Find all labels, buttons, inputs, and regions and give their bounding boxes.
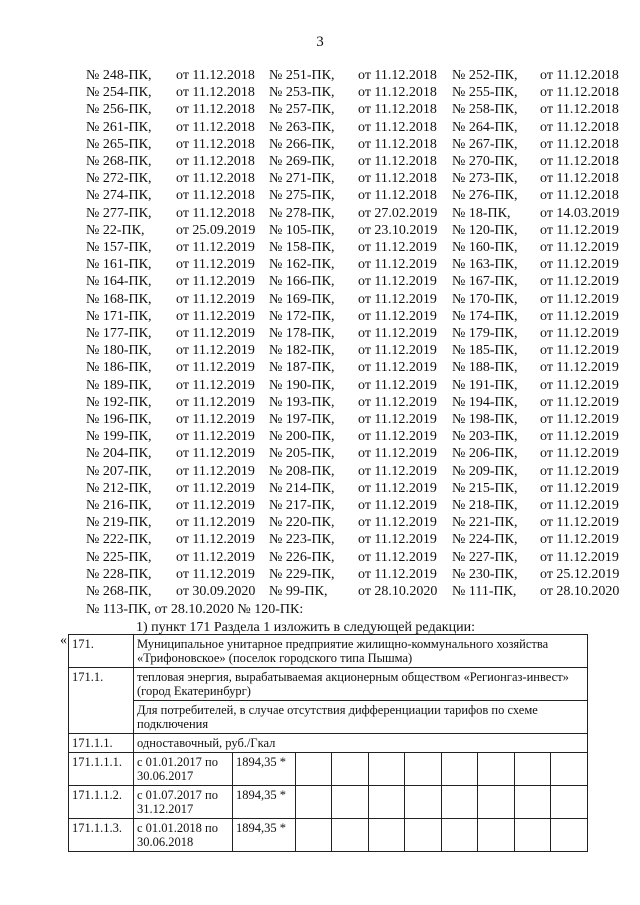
empty-cell bbox=[368, 786, 404, 819]
resolution-number: № 221-ПК, bbox=[452, 515, 518, 531]
resolution-date: от 11.12.2019 bbox=[176, 274, 255, 290]
resolution-number: № 193-ПК, bbox=[269, 394, 335, 410]
period-cell: с 01.01.2018 по 30.06.2018 bbox=[134, 819, 233, 852]
resolution-date: от 11.12.2019 bbox=[358, 429, 437, 445]
resolution-number: № 186-ПК, bbox=[86, 360, 152, 376]
resolution-number: № 187-ПК, bbox=[269, 360, 335, 376]
table-row bbox=[69, 819, 588, 852]
resolution-date: от 11.12.2019 bbox=[358, 257, 437, 273]
resolution-date: от 11.12.2019 bbox=[176, 532, 255, 548]
list-row bbox=[86, 463, 626, 480]
resolution-date: от 11.12.2019 bbox=[540, 532, 619, 548]
empty-cell bbox=[332, 819, 368, 852]
resolution-number: № 268-ПК, bbox=[86, 584, 152, 599]
resolution-number: № 205-ПК, bbox=[269, 446, 335, 462]
resolution-date: от 11.12.2019 bbox=[176, 257, 255, 273]
resolution-date: от 11.12.2019 bbox=[540, 515, 619, 531]
resolution-number: № 179-ПК, bbox=[452, 326, 518, 341]
resolution-date: от 11.12.2019 bbox=[540, 429, 619, 445]
resolution-date: от 27.02.2019 bbox=[358, 205, 438, 221]
resolution-date: от 11.12.2019 bbox=[358, 498, 437, 513]
list-row bbox=[86, 359, 626, 376]
resolution-date: от 11.12.2018 bbox=[358, 68, 437, 83]
resolution-date: от 11.12.2019 bbox=[358, 394, 437, 410]
organization-name: Муниципальное унитарное предприятие жилищно-коммунального хозяйства «Трифоновское» (поселок городского типа Пышма) bbox=[134, 635, 588, 668]
resolution-number: № 171-ПК, bbox=[86, 308, 152, 324]
empty-cell bbox=[296, 753, 332, 786]
resolution-date: от 11.12.2019 bbox=[176, 240, 255, 255]
resolution-number: № 274-ПК, bbox=[86, 188, 152, 204]
resolution-date: от 11.12.2019 bbox=[540, 326, 619, 341]
resolution-date: от 11.12.2019 bbox=[358, 308, 437, 324]
empty-cell bbox=[441, 819, 477, 852]
resolution-date: от 11.12.2019 bbox=[358, 360, 437, 376]
resolution-date: от 11.12.2019 bbox=[176, 394, 255, 410]
resolution-date: от 11.12.2019 bbox=[540, 240, 619, 255]
row-code: 171.1.1. bbox=[69, 734, 134, 753]
resolution-number: № 256-ПК, bbox=[86, 102, 152, 118]
list-row bbox=[86, 222, 626, 239]
resolution-date: от 11.12.2019 bbox=[358, 566, 437, 582]
resolution-date: от 25.09.2019 bbox=[176, 222, 256, 238]
resolution-number: № 255-ПК, bbox=[452, 85, 518, 101]
resolution-number: № 197-ПК, bbox=[269, 412, 335, 427]
resolution-date: от 11.12.2018 bbox=[358, 119, 437, 135]
resolution-date: от 11.12.2019 bbox=[358, 326, 437, 341]
resolution-number: № 263-ПК, bbox=[269, 119, 335, 135]
resolution-number: № 223-ПК, bbox=[269, 532, 335, 548]
empty-cell bbox=[368, 753, 404, 786]
empty-cell bbox=[478, 819, 514, 852]
resolution-number: № 189-ПК, bbox=[86, 377, 152, 393]
resolution-date: от 14.03.2019 bbox=[540, 205, 620, 221]
empty-cell bbox=[405, 753, 441, 786]
resolution-date: от 11.12.2019 bbox=[176, 308, 255, 324]
list-row bbox=[86, 187, 626, 204]
resolution-number: № 270-ПК, bbox=[452, 154, 518, 169]
resolution-number: № 172-ПК, bbox=[269, 308, 335, 324]
resolution-number: № 162-ПК, bbox=[269, 257, 335, 273]
resolution-date: от 11.12.2019 bbox=[358, 532, 437, 548]
resolution-number: № 278-ПК, bbox=[269, 205, 335, 221]
resolution-number: № 161-ПК, bbox=[86, 257, 152, 273]
resolution-number: № 198-ПК, bbox=[452, 412, 518, 427]
opening-quote: « bbox=[60, 633, 67, 648]
resolution-number: № 264-ПК, bbox=[452, 119, 518, 135]
resolution-number: № 190-ПК, bbox=[269, 377, 335, 393]
resolution-date: от 11.12.2019 bbox=[358, 377, 437, 393]
table-row bbox=[69, 786, 588, 819]
resolution-date: от 11.12.2019 bbox=[176, 480, 255, 496]
tariff-value: 1894,35 * bbox=[233, 753, 296, 786]
resolution-number: № 163-ПК, bbox=[452, 257, 518, 273]
empty-cell bbox=[478, 753, 514, 786]
resolution-date: от 11.12.2018 bbox=[540, 102, 619, 118]
row-code: 171.1.1.1. bbox=[69, 753, 134, 786]
row-code: 171.1. bbox=[69, 668, 134, 734]
list-row bbox=[86, 325, 626, 342]
resolution-date: от 11.12.2019 bbox=[358, 274, 437, 290]
resolution-number: № 257-ПК, bbox=[269, 102, 335, 118]
resolution-number: № 207-ПК, bbox=[86, 463, 152, 479]
empty-cell bbox=[296, 819, 332, 852]
resolution-date: от 11.12.2018 bbox=[358, 154, 437, 169]
resolution-number: № 178-ПК, bbox=[269, 326, 335, 341]
resolution-number: № 111-ПК, bbox=[452, 584, 517, 599]
resolution-number: № 261-ПК, bbox=[86, 119, 152, 135]
resolution-number: № 271-ПК, bbox=[269, 171, 335, 187]
resolution-date: от 11.12.2019 bbox=[540, 446, 619, 462]
list-row bbox=[86, 273, 626, 290]
resolution-date: от 11.12.2019 bbox=[540, 308, 619, 324]
resolution-date: от 11.12.2019 bbox=[176, 463, 255, 479]
table-row bbox=[69, 753, 588, 786]
empty-cell bbox=[296, 786, 332, 819]
empty-cell bbox=[514, 786, 550, 819]
resolution-date: от 11.12.2018 bbox=[540, 188, 619, 204]
list-row bbox=[86, 549, 626, 566]
resolution-number: № 214-ПК, bbox=[269, 480, 335, 496]
resolution-date: от 11.12.2019 bbox=[358, 343, 437, 359]
resolution-date: от 11.12.2018 bbox=[176, 102, 255, 118]
list-row bbox=[86, 308, 626, 325]
resolution-date: от 11.12.2018 bbox=[540, 136, 619, 152]
resolution-date: от 11.12.2018 bbox=[358, 171, 437, 187]
resolution-number: № 188-ПК, bbox=[452, 360, 518, 376]
resolution-date: от 11.12.2018 bbox=[358, 85, 437, 101]
resolution-number: № 200-ПК, bbox=[269, 429, 335, 445]
resolution-number: № 218-ПК, bbox=[452, 498, 518, 513]
resolution-number: № 272-ПК, bbox=[86, 171, 152, 187]
resolution-number: № 192-ПК, bbox=[86, 394, 152, 410]
page-number: 3 bbox=[316, 34, 324, 50]
list-row bbox=[86, 514, 626, 531]
resolution-number: № 212-ПК, bbox=[86, 480, 152, 496]
resolution-date: от 11.12.2018 bbox=[540, 68, 619, 83]
resolution-date: от 11.12.2019 bbox=[358, 463, 437, 479]
resolution-number: № 266-ПК, bbox=[269, 136, 335, 152]
resolution-number: № 166-ПК, bbox=[269, 274, 335, 290]
resolution-date: от 11.12.2019 bbox=[358, 291, 437, 307]
resolution-number: № 265-ПК, bbox=[86, 136, 152, 152]
list-row bbox=[86, 170, 626, 187]
resolution-number: № 167-ПК, bbox=[452, 274, 518, 290]
empty-cell bbox=[514, 819, 550, 852]
resolution-date: от 11.12.2018 bbox=[176, 85, 255, 101]
list-row bbox=[86, 239, 626, 256]
empty-cell bbox=[551, 819, 588, 852]
table-row bbox=[69, 701, 588, 734]
resolution-date: от 11.12.2019 bbox=[176, 360, 255, 376]
list-row bbox=[86, 531, 626, 548]
resolution-date: от 25.12.2019 bbox=[540, 566, 620, 582]
resolution-number: № 251-ПК, bbox=[269, 68, 335, 83]
resolution-date: от 11.12.2019 bbox=[540, 343, 619, 359]
resolution-date: от 11.12.2019 bbox=[176, 412, 255, 427]
resolution-date: от 11.12.2019 bbox=[176, 429, 255, 445]
resolution-date: от 11.12.2019 bbox=[540, 463, 619, 479]
resolution-number: № 177-ПК, bbox=[86, 326, 152, 341]
resolution-date: от 11.12.2018 bbox=[358, 136, 437, 152]
tariff-value: 1894,35 * bbox=[233, 819, 296, 852]
empty-cell bbox=[332, 786, 368, 819]
resolution-number: № 226-ПК, bbox=[269, 549, 335, 565]
resolution-number: № 248-ПК, bbox=[86, 68, 152, 83]
resolution-number: № 158-ПК, bbox=[269, 240, 335, 255]
resolution-date: от 11.12.2018 bbox=[176, 119, 255, 135]
resolution-number: № 204-ПК, bbox=[86, 446, 152, 462]
list-closing-line: № 113-ПК, от 28.10.2020 № 120-ПК: bbox=[86, 602, 304, 617]
resolution-number: № 180-ПК, bbox=[86, 343, 152, 359]
resolution-number: № 229-ПК, bbox=[269, 566, 335, 582]
empty-cell bbox=[478, 786, 514, 819]
resolution-date: от 11.12.2018 bbox=[358, 102, 437, 118]
resolution-number: № 160-ПК, bbox=[452, 240, 518, 255]
resolution-number: № 222-ПК, bbox=[86, 532, 152, 548]
resolution-date: от 28.10.2020 bbox=[540, 584, 620, 599]
resolution-date: от 11.12.2018 bbox=[176, 136, 255, 152]
tariff-value: 1894,35 * bbox=[233, 786, 296, 819]
resolution-number: № 254-ПК, bbox=[86, 85, 152, 101]
list-row bbox=[86, 84, 626, 101]
resolution-date: от 11.12.2018 bbox=[176, 171, 255, 187]
resolution-date: от 11.12.2018 bbox=[540, 154, 619, 169]
resolution-date: от 11.12.2019 bbox=[358, 515, 437, 531]
resolution-date: от 11.12.2019 bbox=[358, 240, 437, 255]
list-row bbox=[86, 583, 626, 600]
resolution-number: № 191-ПК, bbox=[452, 377, 518, 393]
resolution-date: от 28.10.2020 bbox=[358, 584, 438, 599]
resolution-date: от 11.12.2018 bbox=[176, 188, 255, 204]
resolution-number: № 253-ПК, bbox=[269, 85, 335, 101]
resolution-number: № 219-ПК, bbox=[86, 515, 152, 531]
list-row bbox=[86, 566, 626, 583]
list-row bbox=[86, 67, 626, 84]
tariff-table bbox=[68, 634, 588, 852]
row-code: 171.1.1.3. bbox=[69, 819, 134, 852]
resolution-number: № 168-ПК, bbox=[86, 291, 152, 307]
resolution-date: от 11.12.2019 bbox=[176, 446, 255, 462]
resolution-date: от 11.12.2019 bbox=[540, 274, 619, 290]
resolution-number: № 252-ПК, bbox=[452, 68, 518, 83]
resolution-date: от 11.12.2019 bbox=[540, 498, 619, 513]
resolution-number: № 220-ПК, bbox=[269, 515, 335, 531]
empty-cell bbox=[551, 786, 588, 819]
empty-cell bbox=[441, 753, 477, 786]
resolution-date: от 11.12.2019 bbox=[176, 343, 255, 359]
resolution-date: от 11.12.2018 bbox=[540, 119, 619, 135]
resolution-number: № 216-ПК, bbox=[86, 498, 152, 513]
list-row bbox=[86, 101, 626, 118]
resolution-number: № 105-ПК, bbox=[269, 222, 335, 238]
resolution-number: № 215-ПК, bbox=[452, 480, 518, 496]
table-row bbox=[69, 734, 588, 753]
resolution-number: № 228-ПК, bbox=[86, 566, 152, 582]
resolution-number: № 227-ПК, bbox=[452, 549, 518, 565]
tariff-type: одноставочный, руб./Гкал bbox=[134, 734, 588, 753]
empty-cell bbox=[405, 819, 441, 852]
list-row bbox=[86, 153, 626, 170]
list-row bbox=[86, 497, 626, 514]
resolution-number: № 182-ПК, bbox=[269, 343, 335, 359]
resolution-number: № 194-ПК, bbox=[452, 394, 518, 410]
resolution-date: от 11.12.2019 bbox=[540, 360, 619, 376]
resolution-date: от 11.12.2019 bbox=[540, 222, 619, 238]
resolution-number: № 99-ПК, bbox=[269, 584, 328, 599]
resolution-date: от 11.12.2018 bbox=[176, 205, 255, 221]
list-row bbox=[86, 342, 626, 359]
amendment-instruction: 1) пункт 171 Раздела 1 изложить в следующей редакции: bbox=[136, 620, 475, 635]
table-row bbox=[69, 668, 588, 701]
empty-cell bbox=[405, 786, 441, 819]
resolution-date: от 11.12.2019 bbox=[358, 480, 437, 496]
resolution-number: № 225-ПК, bbox=[86, 549, 152, 565]
empty-cell bbox=[514, 753, 550, 786]
resolution-number: № 276-ПК, bbox=[452, 188, 518, 204]
consumer-category: Для потребителей, в случае отсутствия дифференциации тарифов по схеме подключения bbox=[134, 701, 588, 734]
resolution-number: № 230-ПК, bbox=[452, 566, 518, 582]
resolution-date: от 11.12.2019 bbox=[540, 257, 619, 273]
resolution-number: № 206-ПК, bbox=[452, 446, 518, 462]
empty-cell bbox=[551, 753, 588, 786]
resolution-date: от 11.12.2019 bbox=[540, 377, 619, 393]
service-description: тепловая энергия, вырабатываемая акционерным обществом «Регионгаз-инвест» (город Екатеринбург) bbox=[134, 668, 588, 701]
list-row bbox=[86, 256, 626, 273]
resolution-number: № 196-ПК, bbox=[86, 412, 152, 427]
list-row bbox=[86, 291, 626, 308]
empty-cell bbox=[441, 786, 477, 819]
resolution-date: от 11.12.2019 bbox=[540, 549, 619, 565]
row-code: 171.1.1.2. bbox=[69, 786, 134, 819]
resolution-date: от 11.12.2018 bbox=[176, 68, 255, 83]
resolution-date: от 11.12.2019 bbox=[358, 446, 437, 462]
resolution-number: № 164-ПК, bbox=[86, 274, 152, 290]
resolution-number: № 120-ПК, bbox=[452, 222, 518, 238]
resolution-number: № 22-ПК, bbox=[86, 222, 145, 238]
resolution-number: № 169-ПК, bbox=[269, 291, 335, 307]
resolution-number: № 269-ПК, bbox=[269, 154, 335, 169]
resolution-date: от 11.12.2019 bbox=[176, 515, 255, 531]
resolution-number: № 199-ПК, bbox=[86, 429, 152, 445]
list-row bbox=[86, 136, 626, 153]
resolution-number: № 267-ПК, bbox=[452, 136, 518, 152]
resolution-number: № 157-ПК, bbox=[86, 240, 152, 255]
resolution-number: № 203-ПК, bbox=[452, 429, 518, 445]
resolution-number: № 224-ПК, bbox=[452, 532, 518, 548]
resolution-number: № 185-ПК, bbox=[452, 343, 518, 359]
resolution-number: № 258-ПК, bbox=[452, 102, 518, 118]
resolution-date: от 11.12.2019 bbox=[176, 377, 255, 393]
list-row bbox=[86, 205, 626, 222]
resolution-date: от 11.12.2019 bbox=[358, 549, 437, 565]
resolution-date: от 11.12.2019 bbox=[540, 394, 619, 410]
period-cell: с 01.07.2017 по 31.12.2017 bbox=[134, 786, 233, 819]
resolution-date: от 11.12.2018 bbox=[540, 171, 619, 187]
list-row bbox=[86, 119, 626, 136]
period-cell: с 01.01.2017 по 30.06.2017 bbox=[134, 753, 233, 786]
resolution-number: № 275-ПК, bbox=[269, 188, 335, 204]
empty-cell bbox=[332, 753, 368, 786]
resolution-number: № 268-ПК, bbox=[86, 154, 152, 169]
resolution-date: от 11.12.2019 bbox=[540, 412, 619, 427]
row-code: 171. bbox=[69, 635, 134, 668]
list-row bbox=[86, 377, 626, 394]
resolution-number: № 209-ПК, bbox=[452, 463, 518, 479]
resolution-number: № 18-ПК, bbox=[452, 205, 511, 221]
resolution-number: № 174-ПК, bbox=[452, 308, 518, 324]
resolution-date: от 11.12.2019 bbox=[358, 412, 437, 427]
table-row bbox=[69, 635, 588, 668]
resolution-date: от 11.12.2019 bbox=[176, 498, 255, 513]
resolution-number: № 273-ПК, bbox=[452, 171, 518, 187]
list-row bbox=[86, 394, 626, 411]
resolution-date: от 23.10.2019 bbox=[358, 222, 438, 238]
resolution-date: от 11.12.2019 bbox=[176, 326, 255, 341]
resolution-number: № 277-ПК, bbox=[86, 205, 152, 221]
resolution-number: № 208-ПК, bbox=[269, 463, 335, 479]
resolution-date: от 11.12.2018 bbox=[540, 85, 619, 101]
resolution-date: от 30.09.2020 bbox=[176, 584, 256, 599]
empty-cell bbox=[368, 819, 404, 852]
resolution-date: от 11.12.2019 bbox=[176, 549, 255, 565]
resolution-date: от 11.12.2018 bbox=[358, 188, 437, 204]
resolution-number: № 217-ПК, bbox=[269, 498, 335, 513]
resolution-date: от 11.12.2018 bbox=[176, 154, 255, 169]
resolution-date: от 11.12.2019 bbox=[540, 480, 619, 496]
list-row bbox=[86, 411, 626, 428]
resolution-date: от 11.12.2019 bbox=[540, 291, 619, 307]
list-row bbox=[86, 480, 626, 497]
list-row bbox=[86, 428, 626, 445]
list-row bbox=[86, 445, 626, 462]
resolution-date: от 11.12.2019 bbox=[176, 566, 255, 582]
resolution-number: № 170-ПК, bbox=[452, 291, 518, 307]
resolution-date: от 11.12.2019 bbox=[176, 291, 255, 307]
